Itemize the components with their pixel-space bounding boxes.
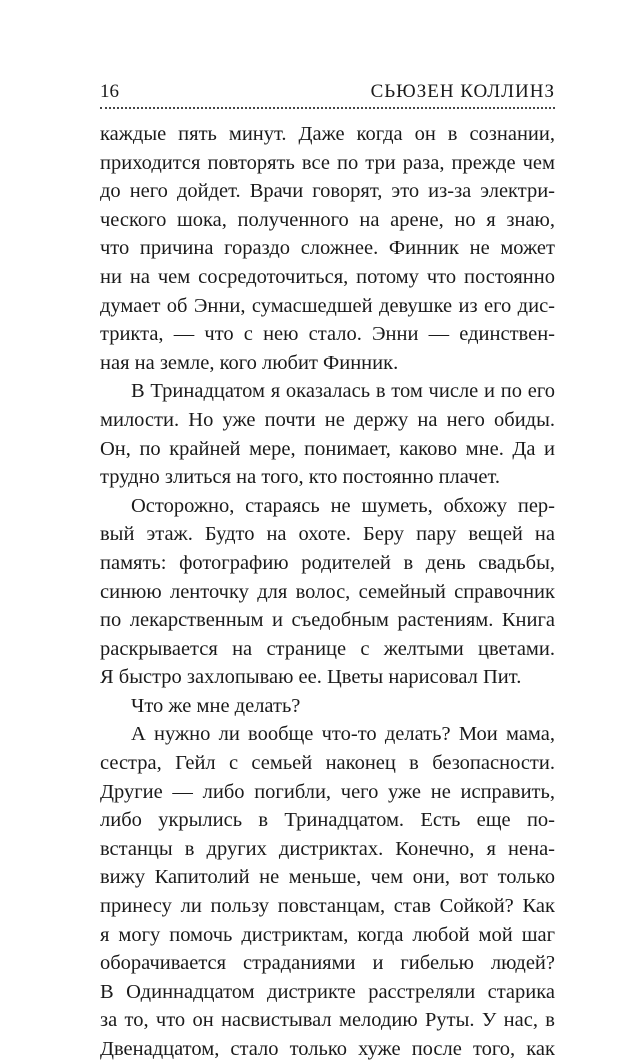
text-line: вый этаж. Будто на охоте. Беру пару вещей на xyxy=(100,523,555,546)
text-line: А нужно ли вообще что-то делать? Мои мама, xyxy=(131,723,555,746)
text-line: приходится повторять все по три раза, прежде чем xyxy=(100,151,555,174)
text-line: либо укрылись в Тринадцатом. Есть еще по- xyxy=(100,809,555,832)
text-line: оборачивается страданиями и гибелью людей? xyxy=(100,952,555,975)
text-line: Другие — либо погибли, чего уже не исправить, xyxy=(100,780,555,803)
text-line: за то, что он насвистывал мелодию Руты. У нас, в xyxy=(100,1009,555,1032)
page-number: 16 xyxy=(100,81,119,102)
text-line: милости. Но уже почти не держу на него обиды. xyxy=(100,408,555,431)
running-head xyxy=(100,80,555,104)
text-line: вижу Капитолий не меньше, чем они, вот только xyxy=(100,866,555,889)
text-line: трикта, — что с нею стало. Энни — единствен- xyxy=(100,323,555,346)
body-text xyxy=(100,120,555,1064)
text-line: Осторожно, стараясь не шуметь, обхожу пер- xyxy=(131,494,555,517)
text-line: ни на чем сосредоточиться, потому что постоянно xyxy=(100,265,555,288)
text-line: встанцы в других дистриктах. Конечно, я нена- xyxy=(100,837,555,860)
paragraph xyxy=(100,120,555,377)
text-line: В Тринадцатом я оказалась в том числе и по его xyxy=(131,380,555,403)
text-line: по лекарственным и съедобным растениям. Книга xyxy=(100,609,555,632)
text-line: принесу ли пользу повстанцам, став Сойкой? Как xyxy=(100,895,555,918)
text-line: ная на земле, кого любит Финник. xyxy=(100,351,399,374)
paragraph xyxy=(100,492,555,692)
text-line: раскрывается на странице с желтыми цветами. xyxy=(100,637,555,660)
text-line: В Одиннадцатом дистрикте расстреляли старика xyxy=(100,980,555,1003)
text-line: я могу помочь дистриктам, когда любой мой шаг xyxy=(100,923,555,946)
text-line: что причина гораздо сложнее. Финник не может xyxy=(100,237,555,260)
text-line: каждые пять минут. Даже когда он в сознании, xyxy=(100,123,555,145)
text-line: ческого шока, полученного на арене, но я знаю, xyxy=(100,208,555,231)
paragraph xyxy=(100,720,555,1063)
text-line: сестра, Гейл с семьей наконец в безопасности. xyxy=(100,752,555,775)
text-line: Двенадцатом, стало только хуже после того, как xyxy=(100,1038,555,1060)
text-line: Что же мне делать? xyxy=(131,694,301,717)
paragraph xyxy=(100,377,555,491)
text-line: память: фотографию родителей в день свадьбы, xyxy=(100,551,555,574)
text-line: Я быстро захлопываю ее. Цветы нарисовал Пит. xyxy=(100,666,522,689)
text-line: до него дойдет. Врачи говорят, это из-за электри- xyxy=(100,180,555,203)
header-divider xyxy=(100,107,555,109)
text-line: трудно злиться на того, кто постоянно плачет. xyxy=(100,466,501,489)
text-line: синюю ленточку для волос, семейный справочник xyxy=(100,580,555,603)
text-line: Он, по крайней мере, понимает, каково мне. Да и xyxy=(100,437,555,460)
running-title: СЬЮЗЕН КОЛЛИНЗ xyxy=(370,81,555,102)
paragraph xyxy=(100,692,555,721)
text-line: думает об Энни, сумасшедшей девушке из его дис- xyxy=(100,294,555,317)
